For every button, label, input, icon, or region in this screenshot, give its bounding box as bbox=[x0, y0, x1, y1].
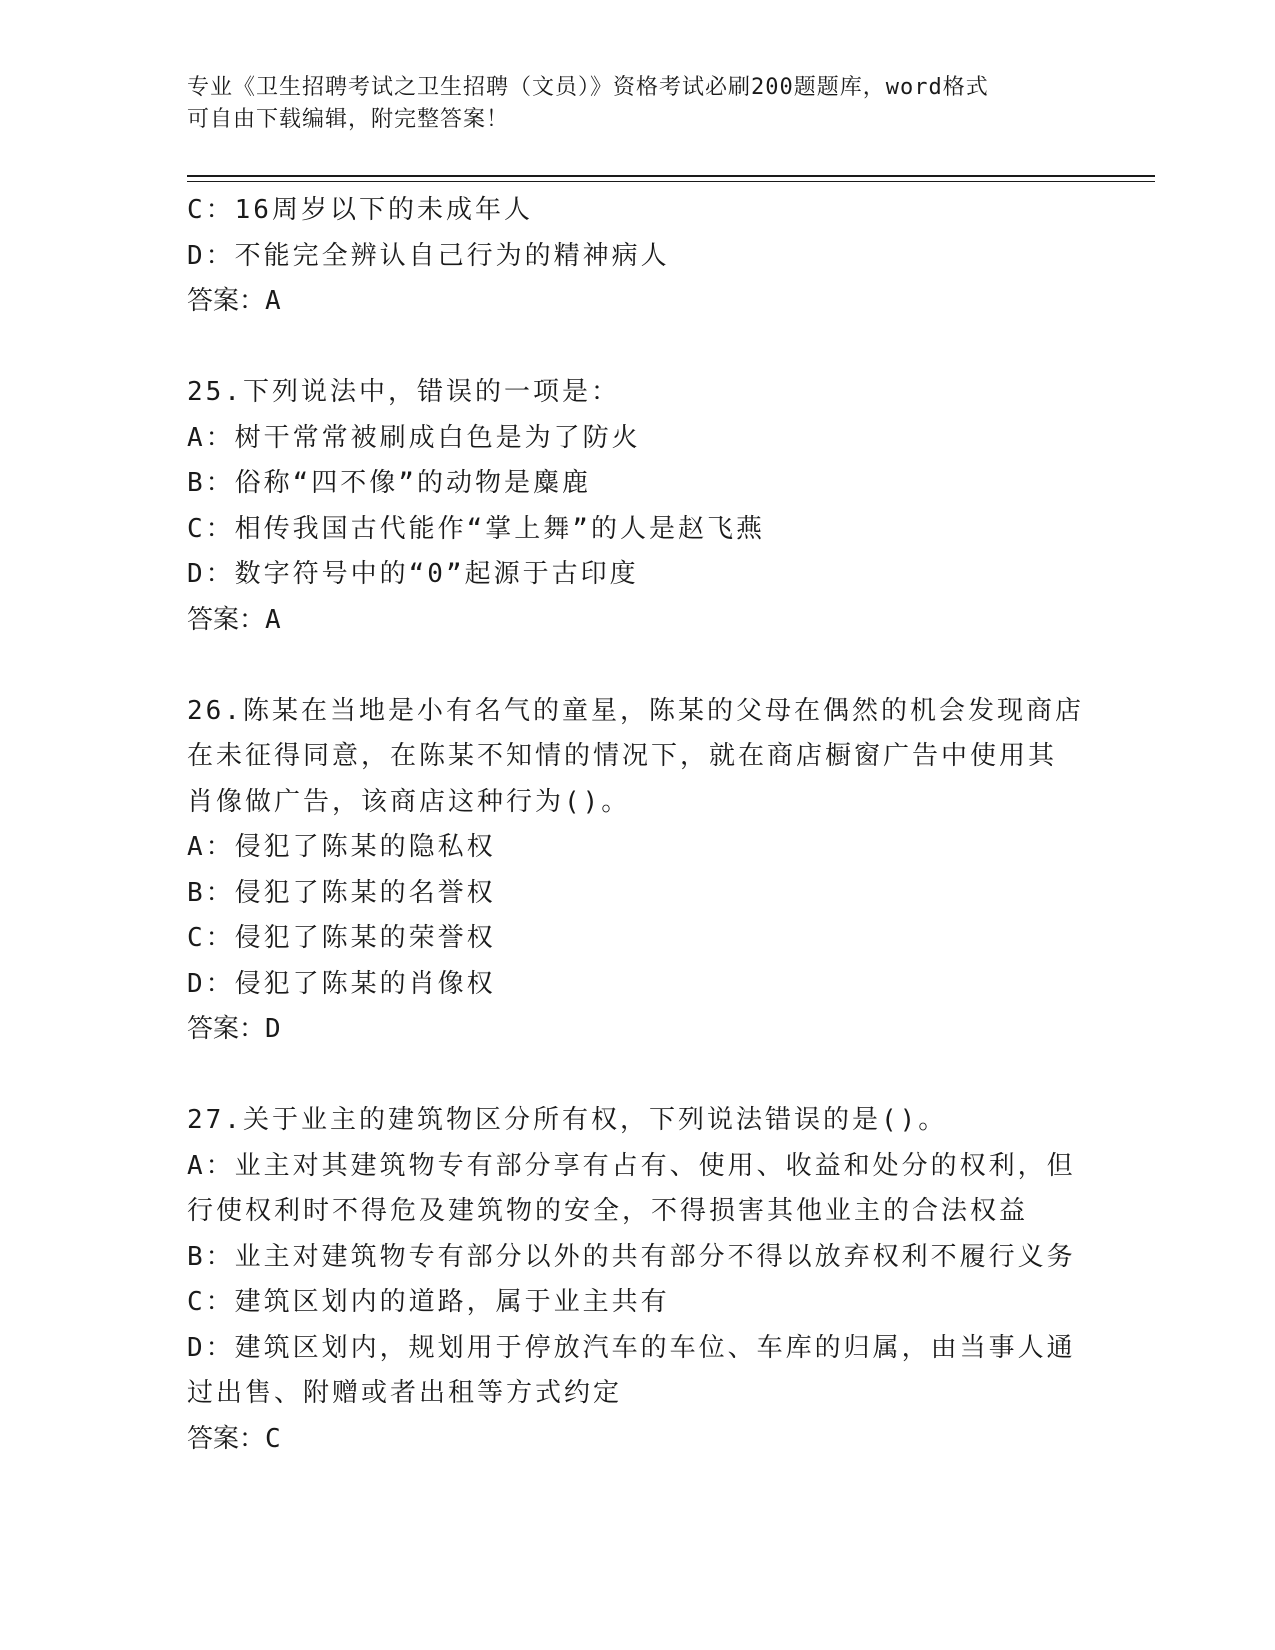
header-line-1: 专业《卫生招聘考试之卫生招聘（文员）》资格考试必刷200题题库，word格式 bbox=[187, 75, 989, 100]
option-line: B：侵犯了陈某的名誉权 bbox=[187, 877, 496, 908]
option-line: D：建筑区划内，规划用于停放汽车的车位、车库的归属，由当事人通 bbox=[187, 1332, 1076, 1363]
option-line: 过出售、附赠或者出租等方式约定 bbox=[187, 1378, 623, 1408]
header-rule-thin bbox=[187, 181, 1155, 182]
option-line: A：业主对其建筑物专有部分享有占有、使用、收益和处分的权利，但 bbox=[187, 1150, 1076, 1181]
question-stem: 26.陈某在当地是小有名气的童星，陈某的父母在偶然的机会发现商店 bbox=[187, 695, 1084, 726]
option-line: C：16周岁以下的未成年人 bbox=[187, 195, 533, 225]
option-line: D：侵犯了陈某的肖像权 bbox=[187, 968, 496, 999]
header-line-2: 可自由下载编辑，附完整答案！ bbox=[187, 107, 510, 132]
question-block bbox=[187, 689, 1087, 1053]
option-line: C：侵犯了陈某的荣誉权 bbox=[187, 923, 496, 953]
question-block bbox=[187, 188, 1087, 325]
option-line: C：相传我国古代能作“掌上舞”的人是赵飞燕 bbox=[187, 513, 765, 544]
block-spacer bbox=[187, 1053, 1087, 1099]
header-rule-thick bbox=[187, 175, 1155, 177]
answer-line: 答案：A bbox=[187, 286, 281, 316]
block-spacer bbox=[187, 325, 1087, 371]
answer-line: 答案：A bbox=[187, 604, 281, 635]
option-line: B：业主对建筑物专有部分以外的共有部分不得以放弃权利不履行义务 bbox=[187, 1241, 1076, 1272]
answer-line: 答案：C bbox=[187, 1423, 281, 1454]
question-stem: 27.关于业主的建筑物区分所有权，下列说法错误的是()。 bbox=[187, 1105, 948, 1135]
answer-line: 答案：D bbox=[187, 1014, 281, 1044]
option-line: B：俗称“四不像”的动物是麋鹿 bbox=[187, 468, 591, 498]
question-stem: 在未征得同意，在陈某不知情的情况下，就在商店橱窗广告中使用其 bbox=[187, 741, 1058, 771]
question-block bbox=[187, 1098, 1087, 1462]
question-stem: 25.下列说法中，错误的一项是： bbox=[187, 377, 620, 407]
option-line: 行使权利时不得危及建筑物的安全，不得损害其他业主的合法权益 bbox=[187, 1196, 1029, 1226]
document-header bbox=[187, 72, 1087, 136]
question-block bbox=[187, 370, 1087, 643]
option-line: A：侵犯了陈某的隐私权 bbox=[187, 832, 496, 862]
option-line: D：数字符号中的“0”起源于古印度 bbox=[187, 559, 639, 589]
option-line: A：树干常常被刷成白色是为了防火 bbox=[187, 422, 641, 453]
option-line: D：不能完全辨认自己行为的精神病人 bbox=[187, 240, 670, 271]
question-stem: 肖像做广告，该商店这种行为()。 bbox=[187, 786, 631, 817]
option-line: C：建筑区划内的道路，属于业主共有 bbox=[187, 1287, 670, 1317]
question-content bbox=[187, 188, 1087, 1462]
block-spacer bbox=[187, 643, 1087, 689]
